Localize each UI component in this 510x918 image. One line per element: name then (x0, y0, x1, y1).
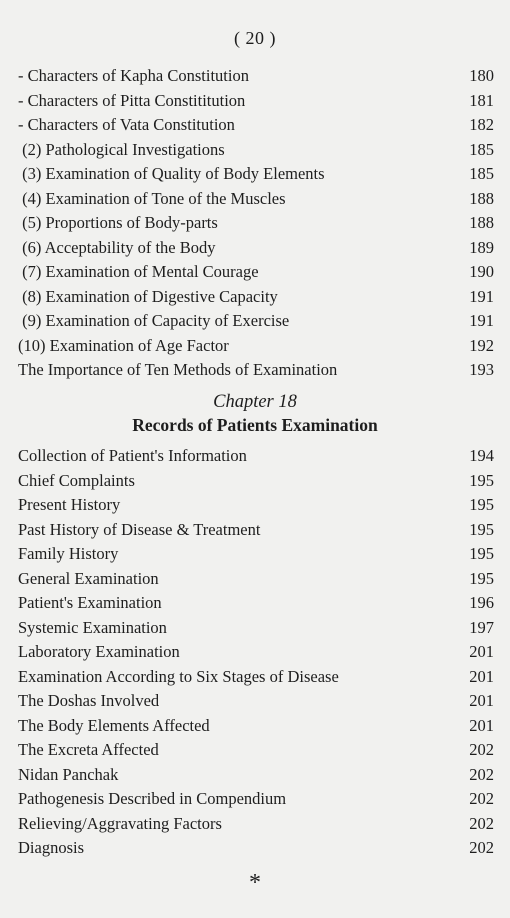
toc-entry-title: (6) Acceptability of the Body (18, 237, 216, 257)
toc-entry-title: The Importance of Ten Methods of Examination (18, 360, 338, 379)
toc-entry-page-number: 192 (469, 335, 494, 355)
toc-entry (18, 616, 494, 641)
toc-entry-page-number: 195 (469, 568, 494, 588)
toc-entry-title: The Doshas Involved (18, 691, 160, 710)
toc-list-chapter-17 (18, 64, 494, 383)
toc-entry-page-number: 195 (469, 495, 494, 514)
toc-entry-title: (9) Examination of Capacity of Exercise (18, 311, 290, 330)
chapter-title: Records of Patients Examination (132, 415, 378, 435)
toc-entry-title: (2) Pathological Investigations (18, 139, 225, 159)
toc-entry-page-number: 202 (469, 789, 494, 808)
toc-entry (18, 469, 494, 494)
toc-entry (18, 309, 494, 334)
toc-entry (18, 640, 494, 665)
toc-entry (18, 493, 494, 518)
toc-entry (18, 665, 494, 690)
toc-entry-title: Diagnosis (18, 838, 84, 857)
toc-entry-page-number: 191 (469, 286, 494, 306)
toc-entry-title: Pathogenesis Described in Compendium (18, 789, 287, 808)
toc-entry-title: Present History (18, 495, 121, 514)
toc-entry (18, 812, 494, 837)
page-number: ( 20 ) (234, 28, 276, 48)
toc-entry-title: Past History of Disease & Treatment (18, 519, 261, 539)
toc-entry-title: Relieving/Aggravating Factors (18, 813, 222, 833)
toc-entry (18, 334, 494, 359)
toc-entry (18, 689, 494, 714)
toc-entry (18, 64, 494, 89)
toc-entry-title: - Characters of Vata Constitution (18, 115, 235, 134)
toc-entry-page-number: 191 (469, 311, 494, 330)
toc-entry-page-number: 202 (469, 838, 494, 857)
toc-entry (18, 113, 494, 138)
toc-entry-title: - Characters of Pitta Constititution (18, 90, 246, 110)
toc-entry (18, 138, 494, 163)
toc-entry-title: Family History (18, 544, 119, 563)
toc-entry-page-number: 190 (469, 262, 494, 281)
toc-entry-page-number: 189 (469, 237, 494, 257)
toc-entry-page-number: 201 (469, 715, 494, 735)
toc-entry (18, 787, 494, 812)
toc-entry-title: (8) Examination of Digestive Capacity (18, 286, 278, 306)
toc-entry-title: Laboratory Examination (18, 642, 180, 661)
toc-entry (18, 89, 494, 114)
toc-entry-page-number: 202 (469, 764, 494, 784)
toc-entry-page-number: 202 (469, 813, 494, 833)
toc-entry-title: (5) Proportions of Body-parts (18, 213, 218, 232)
toc-entry-title: The Body Elements Affected (18, 715, 210, 735)
toc-entry-title: Examination According to Six Stages of Disease (18, 666, 339, 686)
toc-entry-title: Systemic Examination (18, 617, 167, 637)
toc-entry-title: The Excreta Affected (18, 740, 159, 759)
toc-entry-title: General Examination (18, 568, 159, 588)
toc-entry (18, 542, 494, 567)
toc-entry (18, 567, 494, 592)
toc-entry-page-number: 194 (469, 446, 494, 465)
chapter-heading (0, 391, 510, 437)
toc-entry (18, 763, 494, 788)
toc-entry-page-number: 201 (469, 691, 494, 710)
toc-entry-page-number: 188 (469, 188, 494, 208)
chapter-label: Chapter 18 (213, 392, 297, 412)
end-asterisk: * (249, 870, 261, 896)
toc-entry-title: (10) Examination of Age Factor (18, 335, 229, 355)
toc-entry-title: Chief Complaints (18, 470, 135, 490)
toc-entry-page-number: 202 (469, 740, 494, 759)
toc-entry (18, 836, 494, 861)
toc-entry (18, 236, 494, 261)
toc-entry (18, 162, 494, 187)
toc-entry-page-number: 197 (469, 617, 494, 637)
toc-entry-page-number: 182 (469, 115, 494, 134)
toc-entry-title: Collection of Patient's Information (18, 446, 247, 465)
toc-entry (18, 738, 494, 763)
toc-entry-page-number: 195 (469, 470, 494, 490)
toc-entry (18, 211, 494, 236)
toc-entry-page-number: 188 (469, 213, 494, 232)
toc-entry-page-number: 201 (469, 642, 494, 661)
toc-entry-page-number: 196 (469, 593, 494, 612)
toc-entry-page-number: 185 (469, 164, 494, 183)
toc-entry-title: (4) Examination of Tone of the Muscles (18, 188, 286, 208)
toc-entry (18, 518, 494, 543)
toc-entry-page-number: 181 (469, 90, 494, 110)
toc-entry (18, 358, 494, 383)
toc-entry (18, 714, 494, 739)
toc-list-chapter-18 (18, 444, 494, 861)
toc-entry-page-number: 195 (469, 544, 494, 563)
toc-entry-title: (7) Examination of Mental Courage (18, 262, 259, 281)
toc-entry-page-number: 180 (469, 66, 494, 85)
toc-entry-page-number: 185 (469, 139, 494, 159)
toc-entry-title: (3) Examination of Quality of Body Elements (18, 164, 325, 183)
toc-entry (18, 187, 494, 212)
toc-entry-title: Nidan Panchak (18, 764, 119, 784)
toc-entry (18, 260, 494, 285)
toc-entry-title: Patient's Examination (18, 593, 162, 612)
toc-entry-page-number: 201 (469, 666, 494, 686)
toc-entry-page-number: 195 (469, 519, 494, 539)
toc-entry-page-number: 193 (469, 360, 494, 379)
toc-entry-title: - Characters of Kapha Constitution (18, 66, 249, 85)
toc-entry (18, 591, 494, 616)
toc-entry (18, 285, 494, 310)
toc-entry (18, 444, 494, 469)
